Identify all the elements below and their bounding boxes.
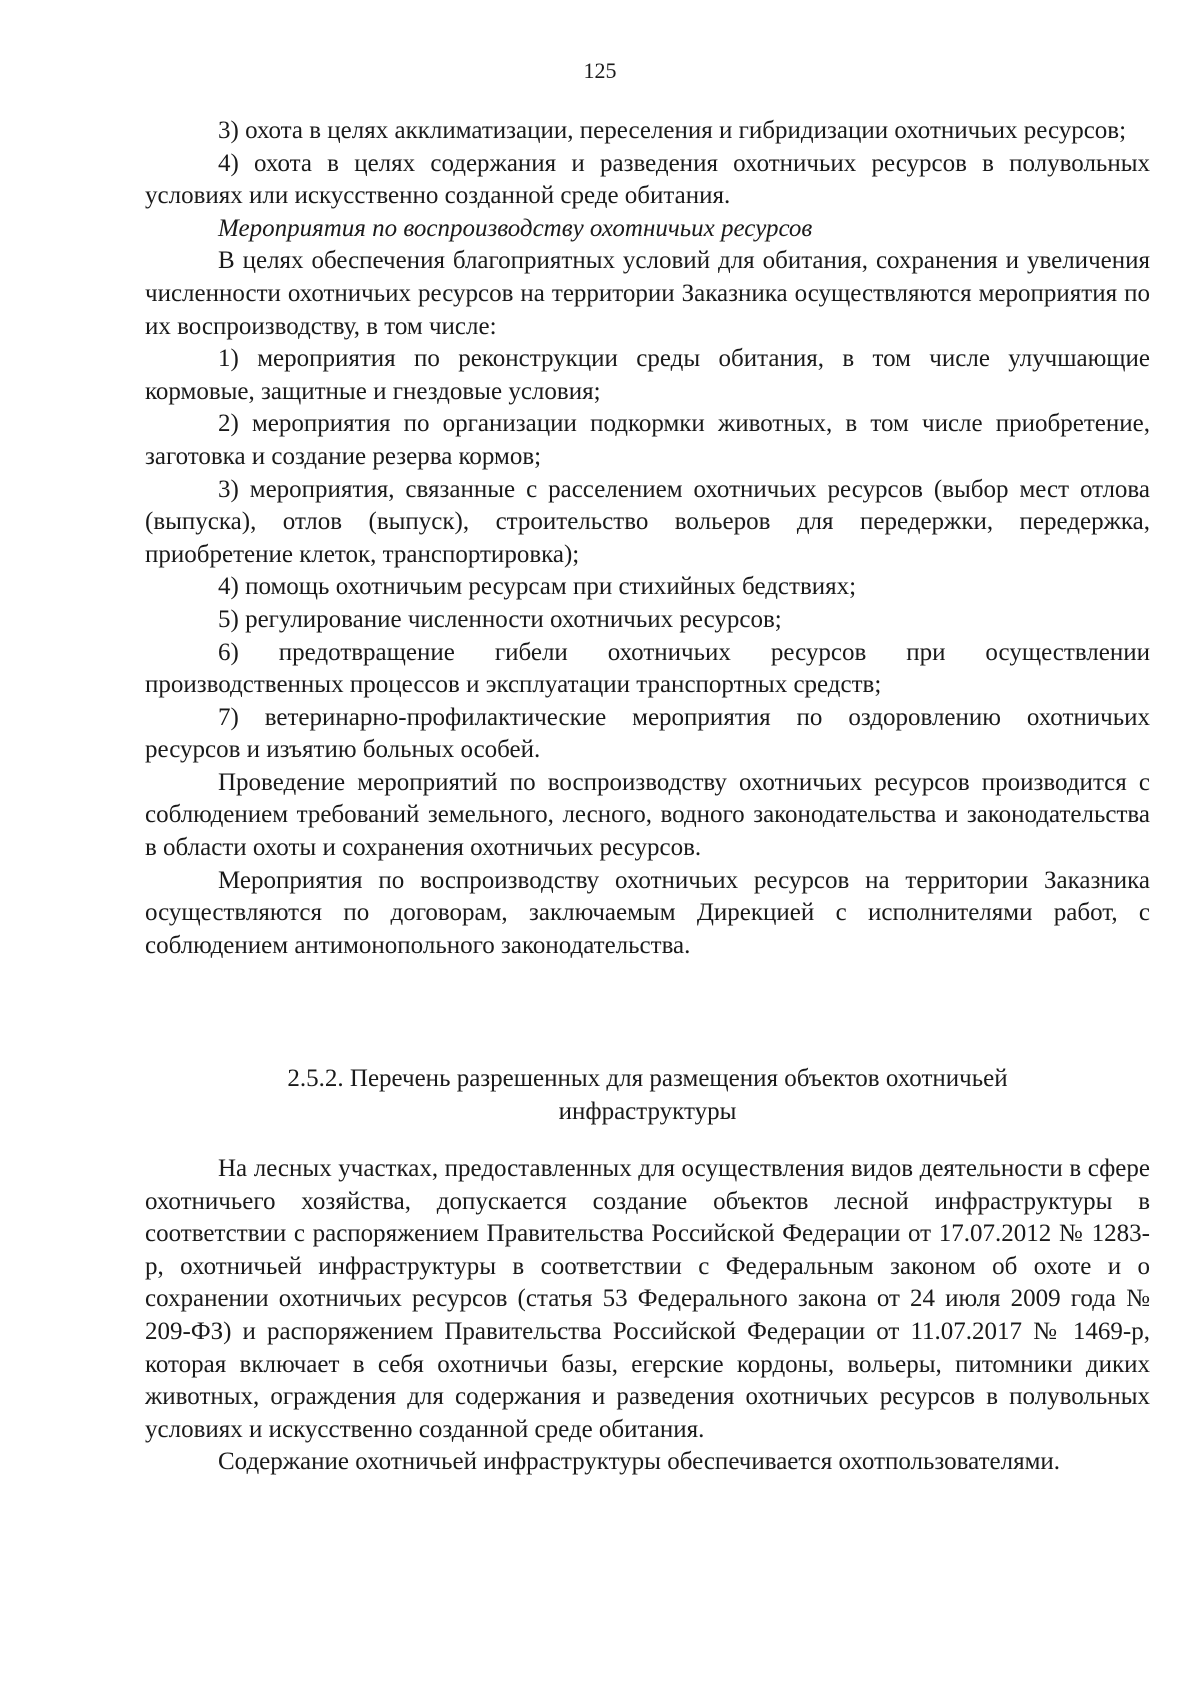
paragraph: Содержание охотничьей инфраструктуры обеспечивается охотпользователями.: [218, 1448, 1061, 1476]
paragraph: 3) охота в целях акклиматизации, переселения и гибридизации охотничьих ресурсов;: [218, 117, 1127, 144]
paragraph: Мероприятия по воспроизводству охотничьих ресурсов на территории Заказника осуществляются по договорам, заключаемым Дирекцией с исполнителями работ, с соблюдением антимонопольного законодательства.: [145, 866, 1150, 959]
paragraph: В целях обеспечения благоприятных условий для обитания, сохранения и увеличения численности охотничьих ресурсов на территории Заказника осуществляются мероприятия по их воспроизводству, в том числе:: [145, 247, 1150, 340]
section-heading-line: инфраструктуры: [558, 1097, 737, 1125]
italic-subheading: Мероприятия по воспроизводству охотничьих ресурсов: [218, 214, 813, 242]
page-number: 125: [583, 58, 617, 83]
paragraph: На лесных участках, предоставленных для осуществления видов деятельности в сфере охотничьего хозяйства, допускается создание объектов лесной инфраструктуры в соответствии с распоряжением Правительства Российской Федерации от 17.07.2012 № 1283-р, охотничьей инфраструктуры в соответствии с Федеральным законом об охоте и о сохранении охотничьих ресурсов (статья 53 Федерального закона от 24 июля 2009 года № 209-ФЗ) и распоряжением Правительства Российской Федерации от 11.07.2017 № 1469-р, которая включает в себя охотничьи базы, егерские кордоны, вольеры, питомники диких животных, ограждения для содержания и разведения охотничьих ресурсов в полувольных условиях и искусственно созданной среде обитания.: [145, 1155, 1150, 1443]
paragraph: 4) охота в целях содержания и разведения охотничьих ресурсов в полувольных условиях или искусственно созданной среде обитания.: [145, 149, 1150, 210]
body-text-upper: [145, 115, 1150, 962]
list-item: 3) мероприятия, связанные с расселением охотничьих ресурсов (выбор мест отлова (выпуска), отлов (выпуск), строительство вольеров для передержки, передержка, приобретение клеток, транспортировка);: [145, 475, 1150, 568]
paragraph: Проведение мероприятий по воспроизводству охотничьих ресурсов производится с соблюдением требований земельного, лесного, водного законодательства и законодательства в области охоты и сохранения охотничьих ресурсов.: [145, 768, 1150, 862]
list-item: 1) мероприятия по реконструкции среды обитания, в том числе улучшающие кормовые, защитные и гнездовые условия;: [145, 345, 1150, 405]
list-item: 2) мероприятия по организации подкормки животных, в том числе приобретение, заготовка и создание резерва кормов;: [145, 410, 1150, 470]
list-item: 7) ветеринарно-профилактические мероприятия по оздоровлению охотничьих ресурсов и изъятию больных особей.: [145, 703, 1150, 764]
list-item: 4) помощь охотничьим ресурсам при стихийных бедствиях;: [218, 573, 857, 601]
body-text-lower: [145, 1153, 1150, 1479]
section-heading-line: 2.5.2. Перечень разрешенных для размещения объектов охотничьей: [287, 1065, 1008, 1092]
list-item: 5) регулирование численности охотничьих ресурсов;: [218, 605, 782, 633]
section-heading: [145, 1063, 1150, 1128]
list-item: 6) предотвращение гибели охотничьих ресурсов при осуществлении производственных процессов и эксплуатации транспортных средств;: [145, 638, 1150, 699]
